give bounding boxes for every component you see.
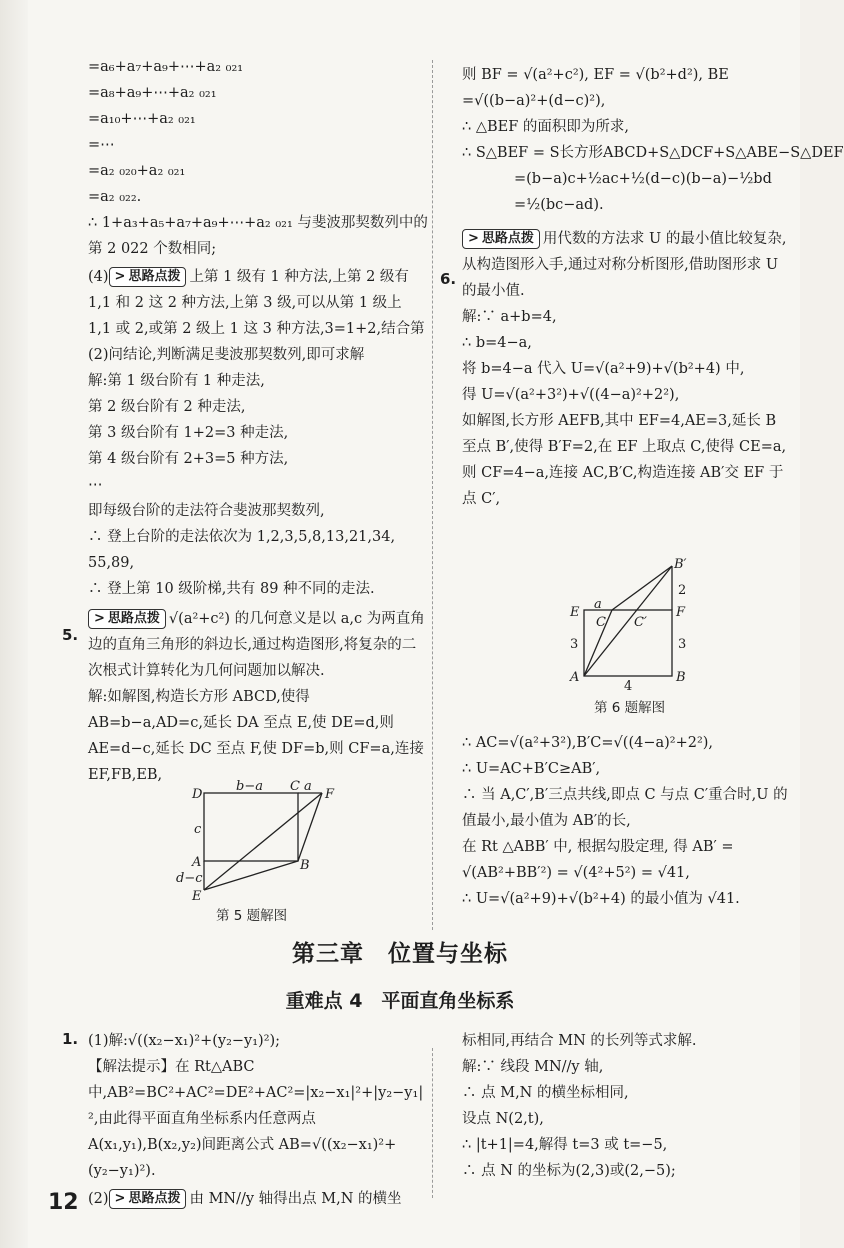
label-a: A	[570, 670, 580, 685]
question-number: 5.	[62, 626, 79, 644]
hint-badge	[88, 609, 166, 629]
equation-line: =a₆+a₇+a₉+⋯+a₂ ₀₂₁	[88, 59, 244, 75]
equation-line: =(b−a)c+½ac+½(d−c)(b−a)−½bd	[514, 171, 772, 187]
solution-line: 第 4 级台阶有 2+3=5 种方法,	[88, 451, 289, 467]
solution-line: 标相同,再结合 MN 的长列等式求解.	[462, 1033, 697, 1049]
q6-hint	[462, 226, 792, 304]
solution-paragraph: 如解图,长方形 AEFB,其中 EF=4,AE=3,延长 B 至点 B′,使得 B′F=2,在 EF 上取点 C,使得 CE=a,则 CF=4−a,连接 AC,B′C,构造连接 AB′交 EF 于点 C′,	[462, 413, 787, 507]
solution-line: ∴ 登上第 10 级阶梯,共有 89 种不同的走法.	[88, 581, 375, 597]
conclusion-line: ∴ 1+a₃+a₅+a₇+a₉+⋯+a₂ ₀₂₁ 与斐波那契数列中的	[88, 215, 428, 231]
q6-solution-after	[462, 730, 792, 912]
q5-hint-text: √(a²+c²) 的几何意义是以 a,c 为两直角边的直角三角形的斜边长,通过构造图形,将复杂的二次根式计算转化为几何问题加以解决.	[88, 611, 425, 679]
question-number: 1.	[62, 1030, 79, 1048]
label-c-length: c	[194, 822, 202, 837]
solution-line: 55,89,	[88, 555, 135, 571]
badge-label: 思路点拨	[107, 611, 160, 626]
equation-line: =√((b−a)²+(d−c)²),	[462, 93, 606, 109]
solution-line: ∴ 点 N 的坐标为(2,3)或(2,−5);	[462, 1163, 676, 1179]
equation-line: =a₈+a₉+⋯+a₂ ₀₂₁	[88, 85, 217, 101]
solution-line: ∴ b=4−a,	[462, 335, 532, 351]
solution-line: ⋯	[88, 477, 103, 493]
label-e: E	[570, 605, 580, 620]
label-c: C	[596, 615, 606, 630]
bottom-right-column	[462, 1028, 792, 1184]
equation-line: ∴ S△BEF = S长方形ABCD+S△DCF+S△ABE−S△DEF	[462, 145, 844, 161]
column-divider	[432, 1048, 433, 1198]
q6-hint-text: 用代数的方法求 U 的最小值比较复杂,从构造图形入手,通过对称分析图形,借助图形求 U 的最小值.	[462, 231, 787, 299]
label-b-prime: B′	[674, 557, 687, 572]
q5-hint	[88, 606, 426, 684]
solution-line: 解:∵ 线段 MN//y 轴,	[462, 1059, 604, 1075]
figure-6-caption: 第 6 题解图	[594, 700, 666, 716]
solution-line: 即每级台阶的走法符合斐波那契数列,	[88, 503, 325, 519]
solution-line: 第 2 级台阶有 2 种走法,	[88, 399, 246, 415]
solution-line: ∴ AC=√(a²+3²),B′C=√((4−a)²+2²),	[462, 735, 714, 751]
equation-line: =⋯	[88, 137, 115, 153]
label-length-3-right: 3	[678, 637, 687, 652]
hint-badge	[462, 229, 540, 249]
badge-label: 思路点拨	[128, 1191, 181, 1206]
solution-line: 解:第 1 级台阶有 1 种走法,	[88, 373, 265, 389]
badge-label: 思路点拨	[128, 269, 181, 284]
label-f: F	[325, 787, 335, 802]
page-number: 12	[48, 1190, 79, 1215]
q4-hint-text: 上第 1 级有 1 种方法,上第 2 级有 1,1 和 2 这 2 种方法,上第 3 级,可以从第 1 级上 1,1 或 2,或第 2 级上 1 这 3 种方法,3=1+2,结合第(2)问结论,判断满足斐波那契数列,即可求解	[88, 269, 425, 363]
q2-hint-text: 由 MN//y 轴得出点 M,N 的横坐	[189, 1191, 402, 1207]
equation-line: =½(bc−ad).	[514, 197, 604, 213]
label-b-minus-a: b−a	[236, 779, 263, 794]
label-b: B	[300, 858, 310, 873]
solution-line: ∴ |t+1|=4,解得 t=3 或 t=−5,	[462, 1137, 668, 1153]
solution-line: 设点 N(2,t),	[462, 1111, 544, 1127]
equation-line: =a₁₀+⋯+a₂ ₀₂₁	[88, 111, 196, 127]
q4-prefix: (4)	[88, 269, 109, 285]
hint-badge	[109, 1189, 187, 1209]
right-column	[462, 62, 844, 512]
q2-hint	[88, 1186, 426, 1212]
solution-line: 将 b=4−a 代入 U=√(a²+9)+√(b²+4) 中,	[462, 361, 745, 377]
label-length-2: 2	[678, 583, 687, 598]
label-e: E	[192, 889, 202, 904]
conclusion-line: 第 2 022 个数相同;	[88, 241, 217, 257]
figure-6	[560, 556, 700, 694]
section-title: 重难点 4 平面直角坐标系	[285, 990, 515, 1012]
label-length-4: 4	[624, 679, 633, 694]
q2-prefix: (2)	[88, 1191, 109, 1207]
equation-line: ∴ △BEF 的面积即为所求,	[462, 119, 630, 135]
method-tip: 【解法提示】在 Rt△ABC 中,AB²=BC²+AC²=DE²+AC²=|x₂−x₁|²+|y₂−y₁|²,由此得平面直角坐标系内任意两点 A(x₁,y₁),B(x₂,y₂)间距离公式 AB=√((x₂−x₁)²+(y₂−y₁)²).	[88, 1059, 424, 1179]
solution-paragraph: ∴ 当 A,C′,B′三点共线,即点 C 与点 C′重合时,U 的值最小,最小值为 AB′的长,	[462, 787, 788, 829]
column-divider	[432, 60, 433, 930]
label-length-3-left: 3	[570, 637, 579, 652]
solution-line: ∴ 登上台阶的走法依次为 1,2,3,5,8,13,21,34,	[88, 529, 396, 545]
solution-line: 得 U=√(a²+3²)+√((4−a)²+2²),	[462, 387, 680, 403]
solution-line: (1)解:√((x₂−x₁)²+(y₂−y₁)²);	[88, 1033, 281, 1049]
chevron-right-icon: >	[94, 611, 105, 626]
q5-solution: 解:如解图,构造长方形 ABCD,使得 AB=b−a,AD=c,延长 DA 至点 E,使 DE=d,则 AE=d−c,延长 DC 至点 F,使 DF=b,则 CF=a,连接 EF,FB,EB,	[88, 689, 424, 783]
label-a: A	[192, 855, 202, 870]
solution-paragraph: 在 Rt △ABB′ 中, 根据勾股定理, 得 AB′ = √(AB²+BB′²) = √(4²+5²) = √41,	[462, 839, 734, 881]
badge-label: 思路点拨	[481, 231, 534, 246]
label-d: D	[192, 787, 203, 802]
equation-line: =a₂ ₀₂₂.	[88, 189, 142, 205]
label-b: B	[676, 670, 686, 685]
chevron-right-icon: >	[114, 1191, 126, 1206]
label-d-minus-c: d−c	[176, 871, 203, 886]
label-c-prime: C′	[634, 615, 647, 630]
figure-5-caption: 第 5 题解图	[216, 908, 288, 924]
label-c-point: C	[290, 779, 300, 794]
label-a-length: a	[304, 779, 312, 794]
label-a-length: a	[594, 597, 602, 612]
solution-line: ∴ 点 M,N 的横坐标相同,	[462, 1085, 629, 1101]
question-number: 6.	[440, 270, 457, 288]
figure-5	[170, 778, 370, 908]
chapter-title: 第三章 位置与坐标	[292, 941, 508, 967]
segment-eb	[204, 861, 298, 890]
solution-line: ∴ U=AC+B′C≥AB′,	[462, 761, 601, 777]
hint-badge	[109, 267, 187, 287]
equation-line: =a₂ ₀₂₀+a₂ ₀₂₁	[88, 163, 186, 179]
q4-hint	[88, 264, 426, 368]
solution-line: 第 3 级台阶有 1+2=3 种走法,	[88, 425, 289, 441]
bottom-left-column	[88, 1028, 426, 1212]
chevron-right-icon: >	[468, 231, 479, 246]
solution-line: ∴ U=√(a²+9)+√(b²+4) 的最小值为 √41.	[462, 891, 740, 907]
chevron-right-icon: >	[114, 269, 126, 284]
solution-line: 解:∵ a+b=4,	[462, 309, 557, 325]
equation-line: 则 BF = √(a²+c²), EF = √(b²+d²), BE	[462, 67, 729, 83]
label-f: F	[676, 605, 686, 620]
left-column	[88, 54, 426, 788]
page-edge-shadow	[0, 0, 28, 1248]
